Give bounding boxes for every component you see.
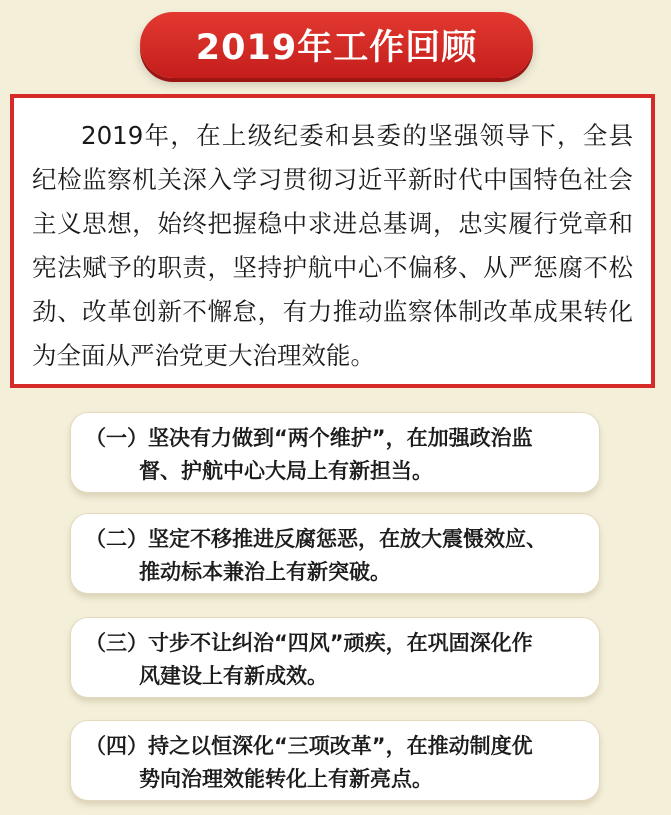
review-item-4 [70,720,600,801]
review-item-2-line2: 推动标本兼治上有新突破。 [139,560,391,584]
review-item-3-line1: （三）寸步不让纠治“四风”顽疾，在巩固深化作 [85,631,533,655]
title-banner [140,12,533,78]
review-item-2 [70,513,600,594]
review-item-1-line2: 督、护航中心大局上有新担当。 [139,459,433,483]
intro-paragraph: 2019年，在上级纪委和县委的坚强领导下，全县纪检监察机关深入学习贯彻习近平新时代中国特色社会主义思想，始终把握稳中求进总基调，忠实履行党章和宪法赋予的职责，坚持护航中心不偏移、从严惩腐不松劲、改革创新不懈怠，有力推动监察体制改革成果转化为全面从严治党更大治理效能。 [32,121,633,370]
review-item-2-line1: （二）坚定不移推进反腐惩恶，在放大震慑效应、 [85,527,547,551]
page-title: 2019年工作回顾 [195,28,478,68]
review-item-4-line2: 势向治理效能转化上有新亮点。 [139,767,433,791]
intro-box [10,94,655,388]
review-item-1-line1: （一）坚决有力做到“两个维护”，在加强政治监 [85,426,533,450]
review-item-3-line2: 风建设上有新成效。 [139,664,328,688]
review-item-1 [70,412,600,493]
review-item-4-line1: （四）持之以恒深化“三项改革”，在推动制度优 [85,734,533,758]
review-item-3 [70,617,600,698]
